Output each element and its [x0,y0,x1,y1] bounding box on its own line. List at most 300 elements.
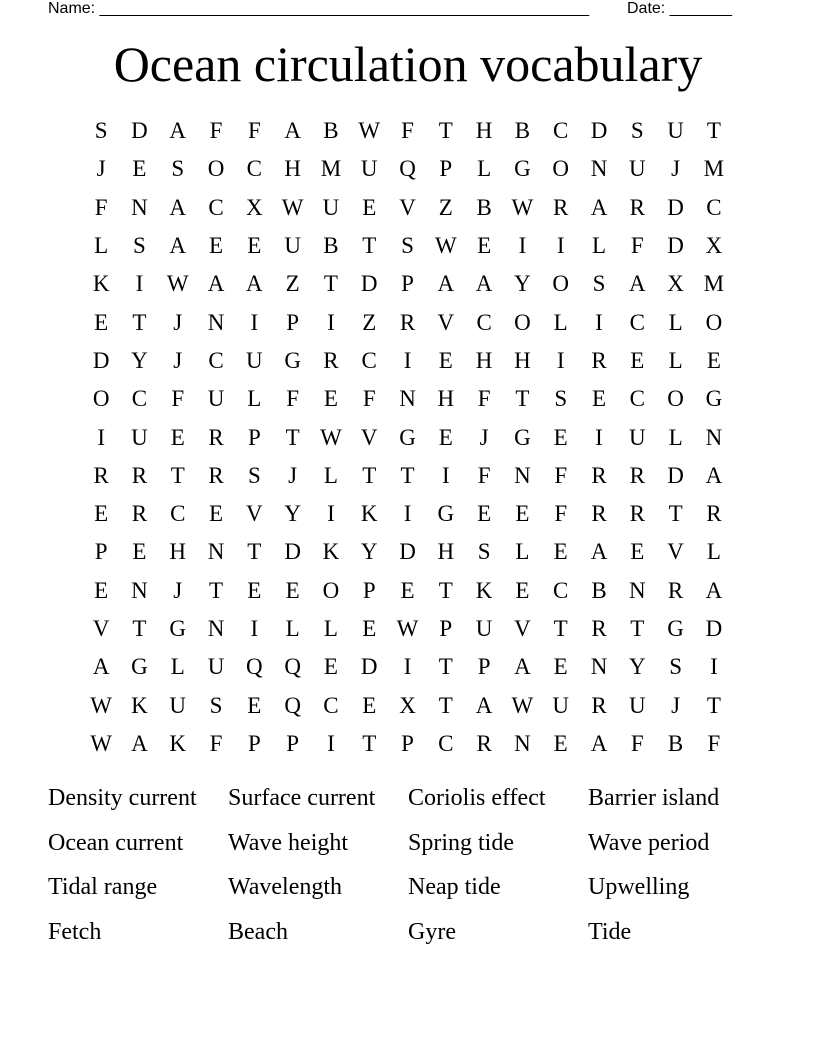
grid-cell: N [207,539,225,565]
grid-cell: F [477,462,491,488]
grid-cell: L [94,233,109,259]
grid-cell: T [706,118,721,144]
grid-cell: M [703,156,725,182]
grid-cell: T [362,462,377,488]
grid-cell: R [93,462,109,488]
grid-cell: L [323,462,338,488]
grid-cell: S [592,271,606,297]
grid-cell: P [286,730,300,756]
grid-cell: F [247,118,261,144]
grid-cell: W [320,424,342,450]
grid-cell: J [671,692,681,718]
grid-cell: O [207,156,225,182]
grid-cell: J [173,347,183,373]
grid-cell: L [668,424,683,450]
word-list-item: Neap tide [408,874,501,900]
date-field: Date: _______ [627,0,732,17]
grid-cell: R [591,501,607,527]
word-list-item: Wave height [228,829,349,856]
grid-cell: M [703,271,725,297]
grid-cell: T [170,462,185,488]
grid-cell: X [246,194,263,220]
grid-cell: L [706,539,721,565]
grid-cell: E [209,501,224,527]
grid-cell: F [630,233,644,259]
grid-cell: I [595,309,603,335]
grid-cell: T [438,654,453,680]
grid-cell: T [438,577,453,603]
word-search-grid [82,112,733,763]
grid-cell: F [554,501,568,527]
grid-cell: A [207,271,225,297]
grid-cell: P [401,730,414,756]
grid-cell: O [322,577,340,603]
grid-cell: Y [131,347,148,373]
grid-cell: C [170,501,186,527]
grid-cell: H [437,539,455,565]
grid-cell: H [284,156,301,182]
grid-cell: N [207,616,225,641]
grid-cell: H [475,347,493,373]
grid-cell: I [556,347,565,373]
grid-cell: K [131,692,148,718]
grid-cell: W [90,730,112,756]
grid-cell: J [671,156,681,182]
grid-cell: S [477,539,491,565]
grid-cell: Y [284,501,301,527]
grid-cell: A [475,692,493,718]
grid-cell: F [362,386,376,412]
grid-cell: I [97,424,105,450]
grid-cell: T [706,692,721,718]
grid-cell: N [590,156,608,182]
grid-cell: G [705,386,723,412]
grid-cell: N [399,386,416,412]
grid-cell: W [434,233,457,259]
grid-cell: R [208,462,224,488]
grid-cell: G [514,424,531,450]
grid-cell: E [323,654,338,680]
grid-cell: L [170,654,185,680]
grid-cell: E [94,309,109,335]
grid-cell: E [247,577,262,603]
grid-cell: D [667,462,684,488]
word-list-item: Barrier island [588,785,720,811]
grid-cell: U [552,692,570,718]
grid-cell: L [515,539,530,565]
grid-cell: X [667,271,684,297]
grid-cell: O [705,309,723,335]
grid-cell: Z [285,271,300,297]
word-list-item: Ocean current [48,829,184,856]
grid-cell: F [401,118,414,144]
grid-cell: K [169,730,187,756]
grid-cell: Z [362,309,377,335]
grid-cell: W [281,194,304,220]
grid-cell: I [135,271,144,297]
grid-cell: A [169,194,187,220]
grid-cell: U [628,424,646,450]
word-list-item: Fetch [48,918,102,945]
grid-cell: D [284,539,301,565]
grid-cell: S [401,233,414,259]
grid-cell: N [628,577,646,603]
grid-cell: E [362,194,377,220]
grid-cell: Q [284,654,301,680]
grid-cell: T [132,309,147,335]
grid-cell: V [246,501,263,527]
word-list-item: Wave period [588,829,710,856]
grid-cell: X [705,233,723,259]
grid-cell: D [399,539,416,565]
grid-cell: R [131,462,148,488]
grid-cell: S [554,386,568,412]
grid-cell: B [591,577,607,603]
grid-cell: R [323,347,339,373]
grid-cell: D [360,654,378,680]
grid-cell: R [591,347,607,373]
grid-cell: R [629,501,645,527]
grid-cell: R [208,424,224,450]
grid-cell: T [247,539,262,565]
grid-cell: D [590,118,608,144]
grid-cell: N [207,309,225,335]
grid-cell: S [630,118,644,144]
grid-cell: I [250,616,259,641]
grid-cell: P [439,616,453,641]
grid-cell: V [360,424,378,450]
grid-cell: O [552,271,570,297]
grid-cell: T [630,616,645,641]
grid-cell: R [553,194,569,220]
grid-cell: E [438,424,453,450]
grid-cell: A [475,271,493,297]
grid-cell: C [246,156,262,182]
grid-cell: Y [514,271,531,297]
grid-cell: E [247,692,262,718]
grid-cell: O [514,309,531,335]
grid-cell: C [361,347,377,373]
grid-cell: I [250,309,259,335]
grid-cell: R [399,309,416,335]
grid-cell: R [706,501,722,527]
grid-cell: S [669,654,682,680]
grid-cell: E [630,347,645,373]
grid-cell: E [553,424,568,450]
grid-cell: A [590,194,608,220]
grid-cell: E [362,616,377,641]
grid-cell: S [247,462,261,488]
word-list-item: Surface current [228,785,376,811]
grid-cell: C [323,692,339,718]
grid-cell: L [668,347,683,373]
grid-cell: B [323,233,339,259]
grid-cell: A [169,118,187,144]
grid-cell: E [630,539,645,565]
grid-cell: E [553,539,568,565]
grid-cell: B [514,118,531,144]
grid-cell: S [171,156,185,182]
grid-cell: E [706,347,721,373]
grid-cell: A [169,233,187,259]
word-list-item: Gyre [408,918,456,945]
grid-cell: N [514,462,531,488]
grid-cell: V [92,616,110,641]
grid-cell: C [553,118,569,144]
grid-cell: E [553,730,568,756]
grid-cell: U [169,692,187,718]
grid-cell: U [667,118,684,144]
grid-cell: H [169,539,187,565]
grid-cell: I [403,654,412,680]
grid-cell: L [323,616,338,641]
grid-cell: F [209,118,223,144]
grid-cell: E [515,501,530,527]
grid-cell: P [362,577,376,603]
grid-cell: G [399,424,416,450]
grid-cell: E [515,577,530,603]
grid-cell: C [208,194,224,220]
grid-cell: E [477,233,492,259]
grid-cell: U [475,616,493,641]
grid-cell: Q [399,156,416,182]
grid-cell: E [132,539,147,565]
grid-cell: E [285,577,300,603]
grid-cell: R [131,501,148,527]
grid-cell: D [705,616,723,641]
grid-cell: E [247,233,262,259]
grid-cell: A [92,654,110,680]
grid-cell: W [90,692,112,718]
grid-cell: U [628,156,646,182]
grid-cell: U [246,347,263,373]
grid-cell: W [166,271,189,297]
grid-cell: V [667,539,684,565]
grid-cell: T [132,616,147,641]
word-list-item: Tidal range [48,874,158,900]
grid-cell: F [477,386,491,412]
grid-cell: E [553,654,568,680]
grid-cell: U [322,194,340,220]
grid-cell: U [360,156,378,182]
grid-cell: W [511,692,534,718]
grid-cell: P [477,654,491,680]
grid-cell: L [668,309,683,335]
grid-cell: T [209,577,224,603]
grid-cell: T [362,730,377,756]
grid-cell: J [173,309,183,335]
grid-cell: L [591,233,607,259]
grid-cell: Y [360,539,378,565]
grid-cell: P [247,424,261,450]
word-list-item: Spring tide [408,829,514,856]
grid-cell: P [286,309,300,335]
grid-cell: R [591,692,607,718]
grid-cell: I [710,654,718,680]
grid-cell: U [131,424,148,450]
grid-cell: I [327,730,335,756]
grid-cell: P [94,539,108,565]
grid-cell: I [518,233,527,259]
grid-cell: E [94,501,109,527]
grid-cell: I [403,347,412,373]
grid-cell: F [554,462,568,488]
grid-cell: A [246,271,263,297]
word-list-item: Density current [48,785,197,811]
grid-cell: I [595,424,603,450]
grid-cell: N [131,194,148,220]
grid-cell: W [358,118,381,144]
grid-cell: E [400,577,415,603]
grid-cell: K [360,501,378,527]
grid-cell: M [320,156,342,182]
grid-cell: O [552,156,570,182]
grid-cell: L [247,386,262,412]
grid-cell: Q [284,692,301,718]
word-list-item: Upwelling [588,874,690,900]
grid-cell: G [284,347,301,373]
grid-cell: A [628,271,646,297]
grid-cell: T [438,118,453,144]
grid-cell: K [322,539,340,565]
grid-cell: R [629,462,645,488]
grid-cell: A [284,118,301,144]
grid-cell: T [285,424,300,450]
grid-cell: G [131,654,148,680]
grid-cell: J [173,577,183,603]
grid-cell: R [667,577,684,603]
grid-cell: V [399,194,416,220]
grid-cell: E [323,386,338,412]
grid-cell: R [591,616,607,641]
grid-cell: A [705,577,723,603]
grid-cell: I [441,462,450,488]
grid-cell: A [437,271,455,297]
grid-cell: B [667,730,684,756]
grid-cell: E [209,233,224,259]
grid-cell: K [92,271,110,297]
grid-cell: T [438,692,453,718]
grid-cell: W [396,616,419,641]
grid-cell: R [476,730,492,756]
grid-cell: T [515,386,530,412]
grid-cell: C [629,309,645,335]
grid-cell: I [556,233,565,259]
grid-cell: V [514,616,531,641]
grid-cell: F [171,386,185,412]
grid-cell: V [437,309,455,335]
grid-cell: C [208,347,224,373]
grid-cell: U [207,654,225,680]
grid-cell: E [170,424,185,450]
grid-cell: U [207,386,225,412]
word-list-item: Wavelength [228,874,343,900]
page-title: Ocean circulation vocabulary [113,36,703,92]
grid-cell: G [667,616,684,641]
grid-cell: O [667,386,684,412]
grid-cell: T [362,233,377,259]
grid-cell: I [327,501,335,527]
grid-cell: E [94,577,109,603]
grid-cell: J [96,156,106,182]
grid-cell: I [327,309,335,335]
grid-cell: H [475,118,493,144]
word-list-item: Coriolis effect [408,785,546,811]
grid-cell: B [323,118,339,144]
grid-cell: J [479,424,489,450]
grid-cell: E [438,347,453,373]
grid-cell: G [437,501,455,527]
grid-cell: H [514,347,531,373]
grid-cell: F [209,730,223,756]
grid-cell: B [476,194,492,220]
grid-cell: A [590,730,608,756]
grid-cell: E [591,386,607,412]
grid-cell: U [628,692,646,718]
word-list-item: Beach [228,918,288,945]
grid-cell: A [590,539,608,565]
grid-cell: W [511,194,534,220]
grid-cell: H [437,386,455,412]
grid-cell: C [131,386,148,412]
grid-cell: E [132,156,147,182]
grid-cell: D [360,271,378,297]
grid-cell: T [668,501,683,527]
grid-cell: L [477,156,492,182]
header [48,0,742,20]
grid-cell: G [169,616,187,641]
grid-cell: C [629,386,645,412]
grid-cell: N [705,424,723,450]
grid-cell: S [209,692,223,718]
grid-cell: X [399,692,416,718]
grid-cell: Q [246,654,263,680]
grid-cell: J [288,462,298,488]
grid-cell: D [92,347,110,373]
grid-cell: G [514,156,531,182]
grid-cell: S [94,118,108,144]
grid-cell: F [94,194,108,220]
word-list-item: Tide [588,918,632,945]
grid-cell: I [403,501,412,527]
grid-cell: E [362,692,377,718]
grid-cell: D [131,118,148,144]
grid-cell: T [400,462,415,488]
grid-cell: A [514,654,531,680]
grid-cell: E [477,501,492,527]
grid-cell: D [667,233,684,259]
grid-cell: A [131,730,148,756]
name-field: Name: _______________________________________________________ [48,0,589,17]
grid-cell: Y [628,654,646,680]
grid-cell: R [591,462,607,488]
grid-cell: K [475,577,493,603]
grid-cell: D [667,194,684,220]
grid-cell: C [706,194,722,220]
grid-cell: C [438,730,454,756]
grid-cell: O [92,386,110,412]
grid-cell: N [514,730,531,756]
grid-cell: F [630,730,644,756]
grid-cell: S [133,233,146,259]
grid-cell: Z [438,194,453,220]
grid-cell: N [131,577,148,603]
grid-cell: C [553,577,569,603]
grid-cell: F [286,386,300,412]
grid-cell: T [553,616,568,641]
grid-cell: N [590,654,608,680]
grid-cell: P [247,730,261,756]
